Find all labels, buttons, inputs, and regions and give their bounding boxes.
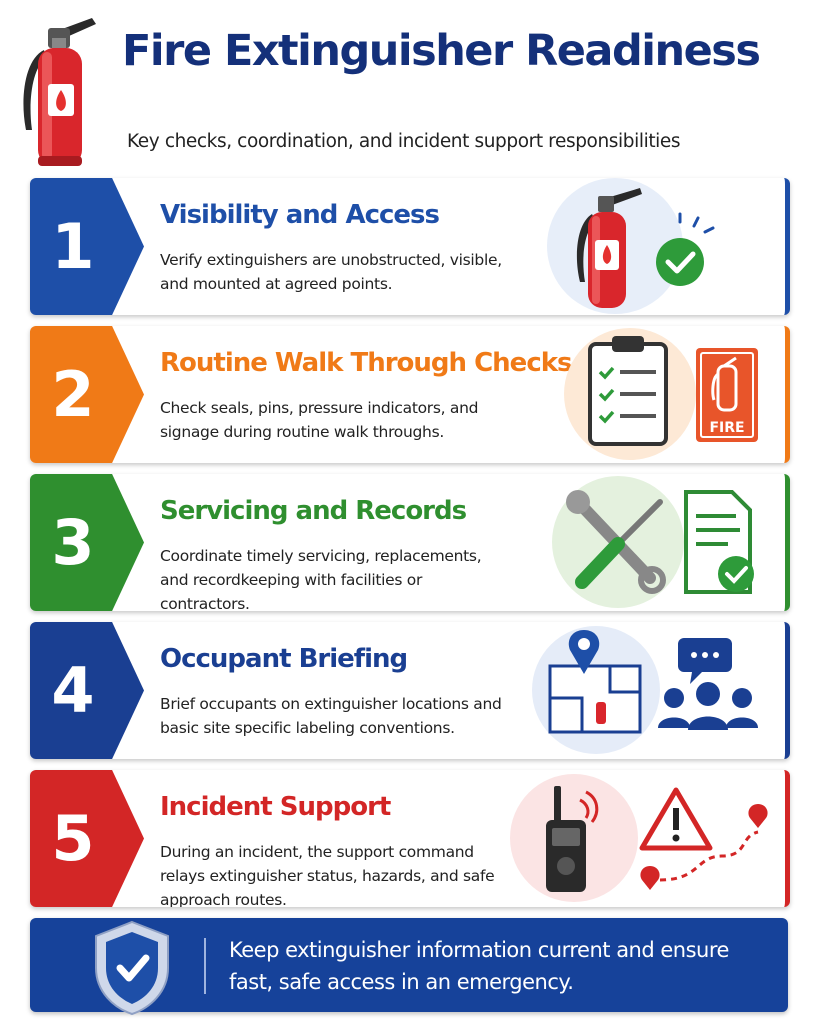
step-illustration <box>500 622 785 759</box>
step-description: Check seals, pins, pressure indicators, and signage during routine walk throughs. <box>160 399 479 441</box>
step-description: Coordinate timely servicing, replacements, and recordkeeping with facilities or contractors. <box>160 547 482 611</box>
document-check-icon <box>686 492 754 592</box>
step-title: Servicing and Records <box>160 496 467 526</box>
step-card-2 <box>30 326 790 463</box>
fire-sign-label: FIRE <box>709 420 745 436</box>
fire-sign-icon <box>696 348 758 442</box>
step-card-1 <box>30 178 790 315</box>
step-title: Routine Walk Through Checks <box>160 348 572 378</box>
step-title: Visibility and Access <box>160 200 439 230</box>
footer-divider <box>204 938 206 994</box>
clipboard-checklist-icon <box>590 336 666 444</box>
step-number: 4 <box>51 654 95 727</box>
step-number: 5 <box>51 802 95 875</box>
step-title: Incident Support <box>160 792 391 822</box>
step-description: Verify extinguishers are unobstructed, visible, and mounted at agreed points. <box>160 251 502 293</box>
step-card-3 <box>30 474 790 611</box>
page-title: Fire Extinguisher Readiness <box>122 26 760 76</box>
step-illustration <box>500 326 785 463</box>
step-card-5 <box>30 770 790 907</box>
step-number: 3 <box>51 506 95 579</box>
step-number: 2 <box>51 358 95 431</box>
page-header <box>0 0 819 170</box>
step-illustration <box>500 178 785 315</box>
fire-extinguisher-icon <box>14 10 106 170</box>
step-title: Occupant Briefing <box>160 644 408 674</box>
page-subtitle: Key checks, coordination, and incident support responsibilities <box>127 131 681 152</box>
group-chat-icon <box>658 638 758 730</box>
warning-route-icon <box>640 790 767 890</box>
shield-check-icon <box>90 918 174 1018</box>
footer-banner <box>30 918 788 1012</box>
step-illustration <box>500 770 785 907</box>
step-description: During an incident, the support command relays extinguisher status, hazards, and safe approach routes. <box>160 843 495 907</box>
step-illustration <box>500 474 785 611</box>
step-description: Brief occupants on extinguisher locations and basic site specific labeling conventions. <box>160 695 502 737</box>
footer-message: Keep extinguisher information current and ensure fast, safe access in an emergency. <box>229 938 729 994</box>
step-number: 1 <box>51 210 95 283</box>
step-card-4 <box>30 622 790 759</box>
